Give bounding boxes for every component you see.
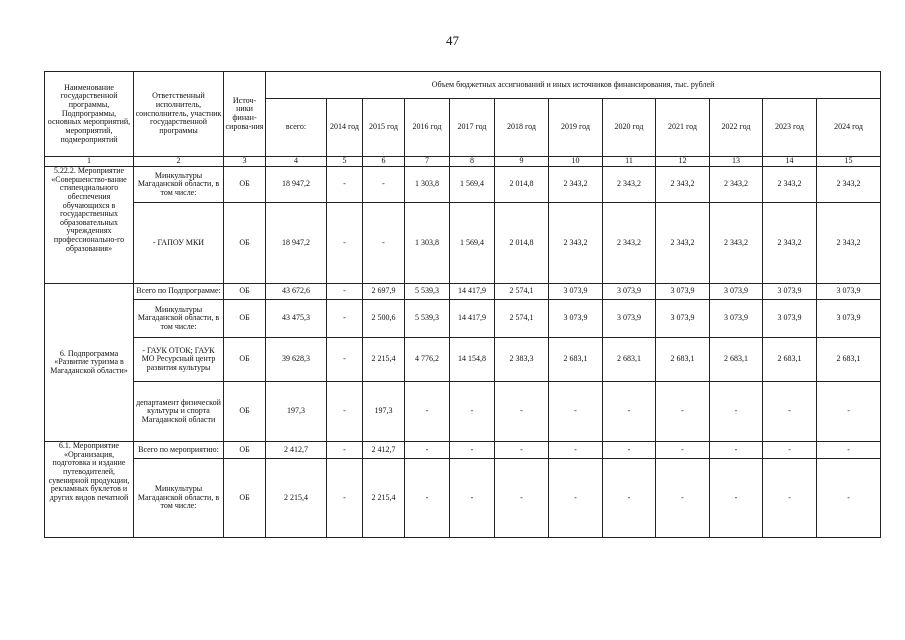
year-value-cell: 2 343,2: [656, 203, 710, 284]
column-number: 5: [327, 157, 363, 167]
year-value-cell: 197,3: [363, 382, 405, 442]
column-number: 8: [450, 157, 495, 167]
year-value-cell: 3 073,9: [710, 284, 763, 300]
year-value-cell: 2 683,1: [817, 338, 881, 382]
year-value-cell: 3 073,9: [817, 284, 881, 300]
budget-table: [44, 71, 881, 538]
year-value-cell: -: [327, 167, 363, 203]
column-number: 15: [817, 157, 881, 167]
executor-cell: - ГАУК ОТОК; ГАУК МО Ресурсный центр развития культуры: [134, 338, 224, 382]
source-cell: ОБ: [224, 167, 266, 203]
year-value-cell: 2 343,2: [710, 167, 763, 203]
year-value-cell: 2 412,7: [363, 442, 405, 459]
year-value-cell: 3 073,9: [763, 284, 817, 300]
source-cell: ОБ: [224, 300, 266, 338]
year-value-cell: -: [405, 382, 450, 442]
year-value-cell: -: [450, 382, 495, 442]
total-cell: 18 947,2: [266, 167, 327, 203]
header-year: 2020 год: [603, 99, 656, 157]
table-row: [45, 284, 881, 300]
column-number: 13: [710, 157, 763, 167]
total-cell: 2 412,7: [266, 442, 327, 459]
executor-cell: Всего по Подпрограмме:: [134, 284, 224, 300]
column-number: 10: [549, 157, 603, 167]
year-value-cell: 2 343,2: [603, 167, 656, 203]
total-cell: 43 672,6: [266, 284, 327, 300]
year-value-cell: 3 073,9: [817, 300, 881, 338]
year-value-cell: 14 417,9: [450, 284, 495, 300]
year-value-cell: -: [327, 382, 363, 442]
year-value-cell: 3 073,9: [603, 300, 656, 338]
year-value-cell: 2 014,8: [495, 167, 549, 203]
column-number: 1: [45, 157, 134, 167]
year-value-cell: -: [763, 382, 817, 442]
year-value-cell: 3 073,9: [710, 300, 763, 338]
year-value-cell: -: [327, 338, 363, 382]
executor-cell: Минкультуры Магаданской области, в том числе:: [134, 167, 224, 203]
year-value-cell: -: [450, 442, 495, 459]
header-year: 2022 год: [710, 99, 763, 157]
year-value-cell: 2 215,4: [363, 459, 405, 538]
year-value-cell: -: [763, 459, 817, 538]
total-cell: 43 475,3: [266, 300, 327, 338]
year-value-cell: 2 574,1: [495, 284, 549, 300]
year-value-cell: 2 014,8: [495, 203, 549, 284]
year-value-cell: -: [327, 442, 363, 459]
table-row: [45, 300, 881, 338]
header-executor: Ответственный исполнитель, соисполнитель, участник государственной программы: [134, 72, 224, 157]
source-cell: ОБ: [224, 284, 266, 300]
year-value-cell: 5 539,3: [405, 284, 450, 300]
year-value-cell: 2 683,1: [603, 338, 656, 382]
year-value-cell: 2 683,1: [763, 338, 817, 382]
column-number: 4: [266, 157, 327, 167]
total-cell: 39 628,3: [266, 338, 327, 382]
year-value-cell: -: [405, 442, 450, 459]
activity-name: 6. Подпрограмма «Развитие туризма в Магаданской области»: [45, 284, 134, 442]
executor-cell: Минкультуры Магаданской области, в том числе:: [134, 300, 224, 338]
table-row: [45, 203, 881, 284]
table-row: [45, 382, 881, 442]
source-cell: ОБ: [224, 338, 266, 382]
year-value-cell: -: [710, 382, 763, 442]
executor-cell: Минкультуры Магаданской области, в том числе:: [134, 459, 224, 538]
column-number: 12: [656, 157, 710, 167]
year-value-cell: 2 215,4: [363, 338, 405, 382]
year-value-cell: 1 303,8: [405, 203, 450, 284]
total-cell: 2 215,4: [266, 459, 327, 538]
year-value-cell: 3 073,9: [549, 300, 603, 338]
year-value-cell: -: [603, 382, 656, 442]
year-value-cell: -: [549, 459, 603, 538]
column-number: 2: [134, 157, 224, 167]
header-year: 2021 год: [656, 99, 710, 157]
column-number: 7: [405, 157, 450, 167]
year-value-cell: -: [817, 442, 881, 459]
header-year: 2019 год: [549, 99, 603, 157]
year-value-cell: 1 569,4: [450, 167, 495, 203]
year-value-cell: 2 343,2: [710, 203, 763, 284]
scan-edge: [0, 632, 905, 640]
activity-name: 5.22.2. Мероприятие «Совершенство-вание стипендиального обеспечения обучающихся в государственных образовательных учреждениях профессионально-го образования»: [45, 167, 134, 284]
header-source: Источ-ники финан-сирова-ния: [224, 72, 266, 157]
column-number: 14: [763, 157, 817, 167]
year-value-cell: 2 343,2: [817, 167, 881, 203]
year-value-cell: -: [656, 459, 710, 538]
table-row: [45, 442, 881, 459]
header-year: 2024 год: [817, 99, 881, 157]
year-value-cell: -: [495, 382, 549, 442]
year-value-cell: -: [363, 203, 405, 284]
year-value-cell: -: [363, 167, 405, 203]
year-value-cell: -: [656, 442, 710, 459]
column-number: 6: [363, 157, 405, 167]
executor-cell: Всего по мероприятию:: [134, 442, 224, 459]
table-row: [45, 338, 881, 382]
year-value-cell: -: [603, 442, 656, 459]
header-year: 2017 год: [450, 99, 495, 157]
year-value-cell: 1 569,4: [450, 203, 495, 284]
header-total: всего:: [266, 99, 327, 157]
total-cell: 197,3: [266, 382, 327, 442]
year-value-cell: 2 343,2: [603, 203, 656, 284]
year-value-cell: 2 343,2: [817, 203, 881, 284]
year-value-cell: -: [405, 459, 450, 538]
year-value-cell: 3 073,9: [763, 300, 817, 338]
year-value-cell: 14 417,9: [450, 300, 495, 338]
year-value-cell: 2 343,2: [549, 203, 603, 284]
year-value-cell: -: [656, 382, 710, 442]
year-value-cell: 2 697,9: [363, 284, 405, 300]
table-row: [45, 167, 881, 203]
year-value-cell: -: [327, 203, 363, 284]
year-value-cell: 2 500,6: [363, 300, 405, 338]
year-value-cell: -: [327, 459, 363, 538]
header-volume-title: Объем бюджетных ассигнований и иных источников финансирования, тыс. рублей: [266, 72, 881, 99]
year-value-cell: -: [549, 442, 603, 459]
year-value-cell: 3 073,9: [656, 300, 710, 338]
year-value-cell: -: [495, 459, 549, 538]
source-cell: ОБ: [224, 382, 266, 442]
year-value-cell: -: [450, 459, 495, 538]
year-value-cell: 2 683,1: [656, 338, 710, 382]
year-value-cell: 2 574,1: [495, 300, 549, 338]
year-value-cell: 3 073,9: [603, 284, 656, 300]
year-value-cell: -: [495, 442, 549, 459]
header-year: 2015 год: [363, 99, 405, 157]
year-value-cell: 2 343,2: [763, 167, 817, 203]
year-value-cell: -: [710, 442, 763, 459]
header-year: 2023 год: [763, 99, 817, 157]
year-value-cell: 1 303,8: [405, 167, 450, 203]
year-value-cell: 2 683,1: [549, 338, 603, 382]
year-value-cell: -: [327, 300, 363, 338]
header-name: Наименование государственной программы, Подпрограммы, основных мероприятий, мероприятий, подмероприятий: [45, 72, 134, 157]
activity-name: 6.1. Мероприятие «Организация, подготовка и издание путеводителей, сувенирной продукции, рекламных буклетов и других видов печатной: [45, 442, 134, 538]
table-row: [45, 459, 881, 538]
year-value-cell: 2 343,2: [549, 167, 603, 203]
header-year: 2014 год: [327, 99, 363, 157]
year-value-cell: 3 073,9: [656, 284, 710, 300]
year-value-cell: -: [603, 459, 656, 538]
header-year: 2016 год: [405, 99, 450, 157]
year-value-cell: -: [327, 284, 363, 300]
year-value-cell: -: [710, 459, 763, 538]
year-value-cell: -: [763, 442, 817, 459]
year-value-cell: -: [549, 382, 603, 442]
year-value-cell: 2 383,3: [495, 338, 549, 382]
header-year: 2018 год: [495, 99, 549, 157]
year-value-cell: 5 539,3: [405, 300, 450, 338]
source-cell: ОБ: [224, 459, 266, 538]
year-value-cell: -: [817, 459, 881, 538]
total-cell: 18 947,2: [266, 203, 327, 284]
year-value-cell: 14 154,8: [450, 338, 495, 382]
executor-cell: департамент физической культуры и спорта Магаданской области: [134, 382, 224, 442]
source-cell: ОБ: [224, 203, 266, 284]
column-number: 9: [495, 157, 549, 167]
year-value-cell: 4 776,2: [405, 338, 450, 382]
year-value-cell: 2 343,2: [656, 167, 710, 203]
year-value-cell: 2 683,1: [710, 338, 763, 382]
executor-cell: - ГАПОУ МКИ: [134, 203, 224, 284]
column-number: 11: [603, 157, 656, 167]
page-number: 47: [446, 33, 459, 48]
source-cell: ОБ: [224, 442, 266, 459]
year-value-cell: 2 343,2: [763, 203, 817, 284]
year-value-cell: -: [817, 382, 881, 442]
year-value-cell: 3 073,9: [549, 284, 603, 300]
column-number: 3: [224, 157, 266, 167]
